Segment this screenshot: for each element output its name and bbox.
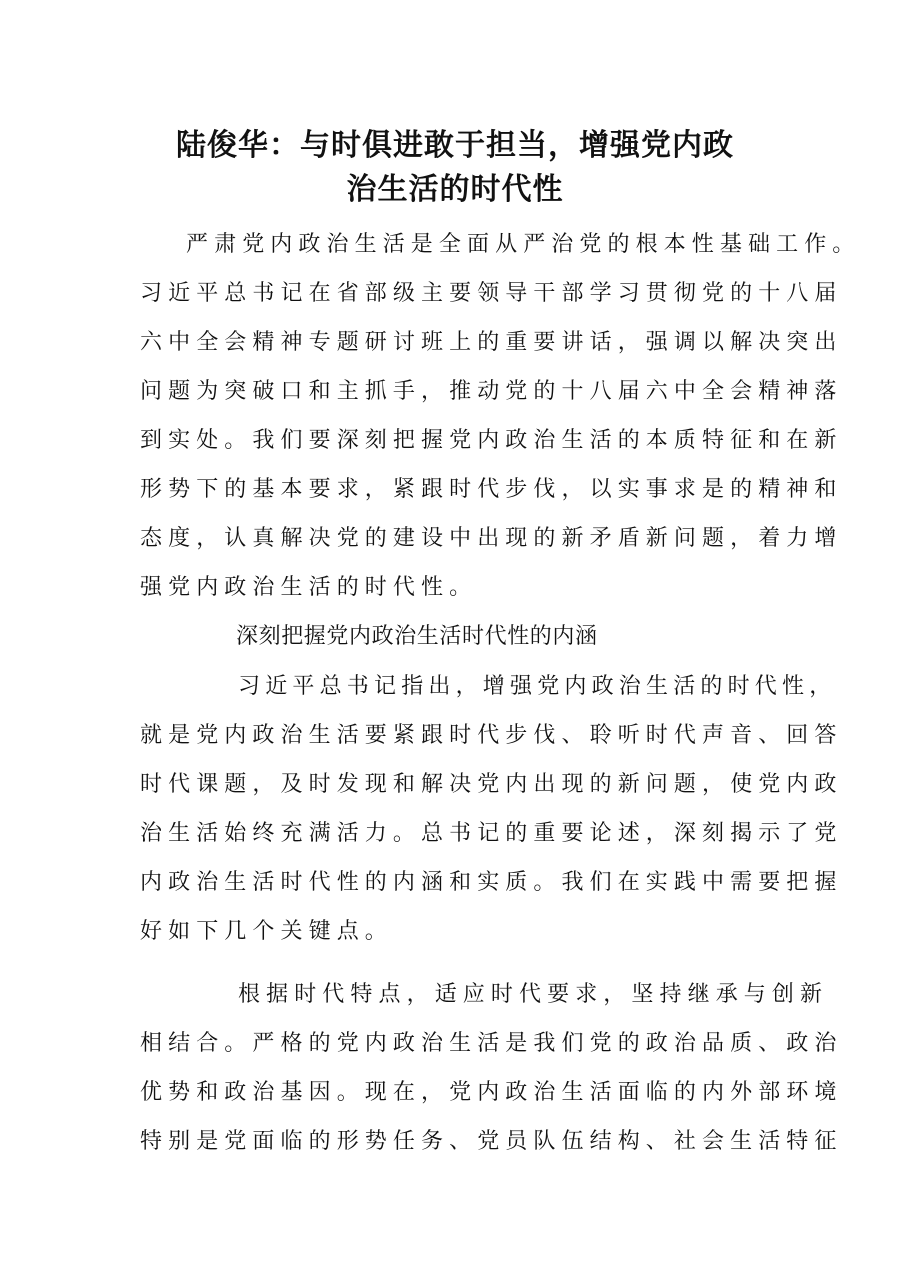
paragraph-line: 优势和政治基因。现在，党内政治生活面临的内外部环境 (140, 1080, 843, 1105)
paragraph-line: 严肃党内政治生活是全面从严治党的根本性基础工作。 (186, 232, 861, 257)
paragraph-line: 形势下的基本要求，紧跟时代步伐，以实事求是的精神和 (140, 477, 843, 502)
paragraph-line: 特别是党面临的形势任务、党员队伍结构、社会生活特征 (140, 1129, 843, 1154)
paragraph-line: 治生活始终充满活力。总书记的重要论述，深刻揭示了党 (140, 821, 843, 846)
paragraph-line: 习近平总书记在省部级主要领导干部学习贯彻党的十八届 (140, 281, 843, 306)
paragraph-line: 就是党内政治生活要紧跟时代步伐、聆听时代声音、回答 (140, 723, 843, 748)
paragraph-line: 时代课题，及时发现和解决党内出现的新问题，使党内政 (140, 772, 843, 797)
paragraph-line: 问题为突破口和主抓手，推动党的十八届六中全会精神落 (140, 379, 843, 404)
paragraph-line: 内政治生活时代性的内涵和实质。我们在实践中需要把握 (140, 870, 843, 895)
paragraph-line: 习近平总书记指出，增强党内政治生活的时代性， (238, 674, 837, 699)
paragraph-line: 六中全会精神专题研讨班上的重要讲话，强调以解决突出 (140, 330, 843, 355)
paragraph-line: 好如下几个关键点。 (140, 919, 393, 944)
document-title-line-2: 治生活的时代性 (346, 172, 564, 207)
section-heading: 深刻把握党内政治生活时代性的内涵 (236, 624, 598, 649)
paragraph-line: 强党内政治生活的时代性。 (140, 575, 478, 600)
paragraph-line: 根据时代特点，适应时代要求，坚持继承与创新 (238, 982, 829, 1007)
paragraph-line: 相结合。严格的党内政治生活是我们党的政治品质、政治 (140, 1031, 843, 1056)
paragraph-line: 到实处。我们要深刻把握党内政治生活的本质特征和在新 (140, 428, 843, 453)
document-title-line-1: 陆俊华：与时俱进敢于担当，增强党内政 (176, 128, 734, 163)
paragraph-line: 态度，认真解决党的建设中出现的新矛盾新问题，着力增 (140, 526, 843, 551)
